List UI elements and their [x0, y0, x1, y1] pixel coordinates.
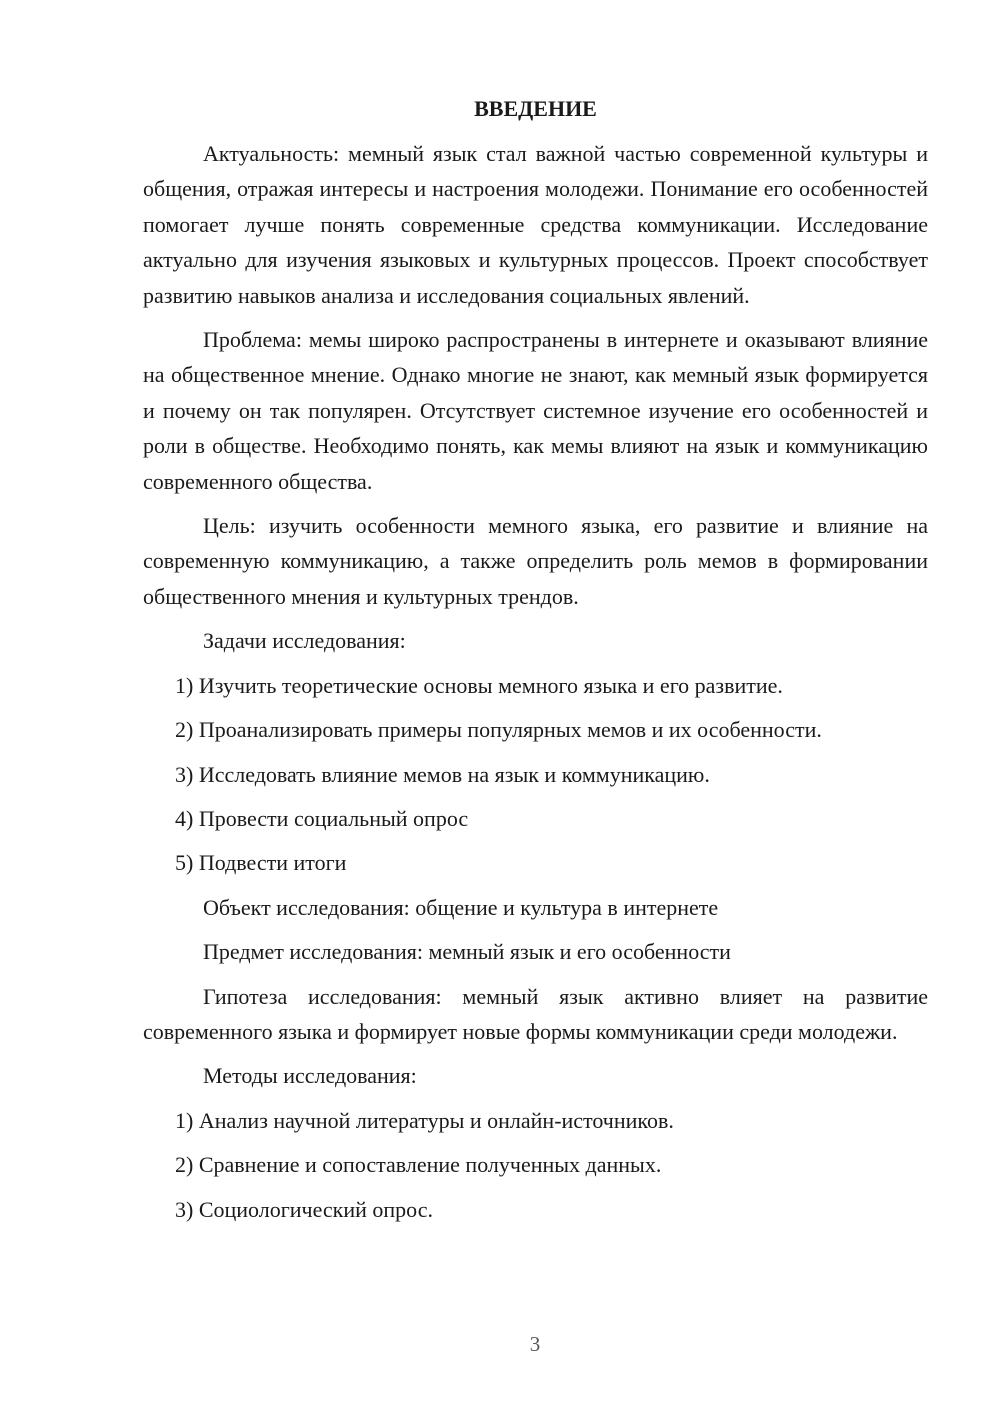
object-line: Объект исследования: общение и культура в интернете [203, 894, 719, 920]
tasks-list [143, 668, 928, 881]
relevance-paragraph: Актуальность: мемный язык стал важной частью современной культуры и общения, отражая интересы и настроения молодежи. Понимание его особенностей помогает лучше понять современные средства коммуникации. Исследование актуально для изучения языковых и культурных процессов. Проект способствует развитию навыков анализа и исследования социальных явлений. [143, 141, 928, 308]
list-item: 2) Проанализировать примеры популярных мемов и их особенности. [175, 717, 822, 743]
page-number: 3 [529, 1332, 541, 1356]
list-item: 3) Социологический опрос. [175, 1196, 433, 1222]
hypothesis-paragraph: Гипотеза исследования: мемный язык активно влияет на развитие современного языка и формирует новые формы коммуникации среди молодежи. [143, 983, 928, 1044]
list-item: 4) Провести социальный опрос [175, 805, 469, 831]
subject-line: Предмет исследования: мемный язык и его особенности [203, 939, 731, 965]
goal-paragraph: Цель: изучить особенности мемного языка, его развитие и влияние на современную коммуникацию, а также определить роль мемов в формировании общественного мнения и культурных трендов. [143, 513, 928, 609]
list-item: 2) Сравнение и сопоставление полученных данных. [175, 1152, 662, 1178]
list-item: 3) Исследовать влияние мемов на язык и коммуникацию. [175, 761, 710, 787]
list-item: 1) Анализ научной литературы и онлайн-источников. [175, 1107, 674, 1133]
section-title: ВВЕДЕНИЕ [474, 96, 597, 121]
tasks-heading: Задачи исследования: [203, 628, 406, 654]
methods-list [143, 1103, 928, 1227]
problem-paragraph: Проблема: мемы широко распространены в интернете и оказывают влияние на общественное мнение. Однако многие не знают, как мемный язык формируется и почему он так популярен. Отсутствует системное изучение его особенностей и роли в обществе. Необходимо понять, как мемы влияют на язык и коммуникацию современного общества. [143, 327, 928, 494]
methods-heading: Методы исследования: [203, 1063, 417, 1089]
list-item: 1) Изучить теоретические основы мемного языка и его развитие. [175, 672, 783, 698]
document-page [143, 94, 928, 1236]
list-item: 5) Подвести итоги [175, 850, 347, 876]
